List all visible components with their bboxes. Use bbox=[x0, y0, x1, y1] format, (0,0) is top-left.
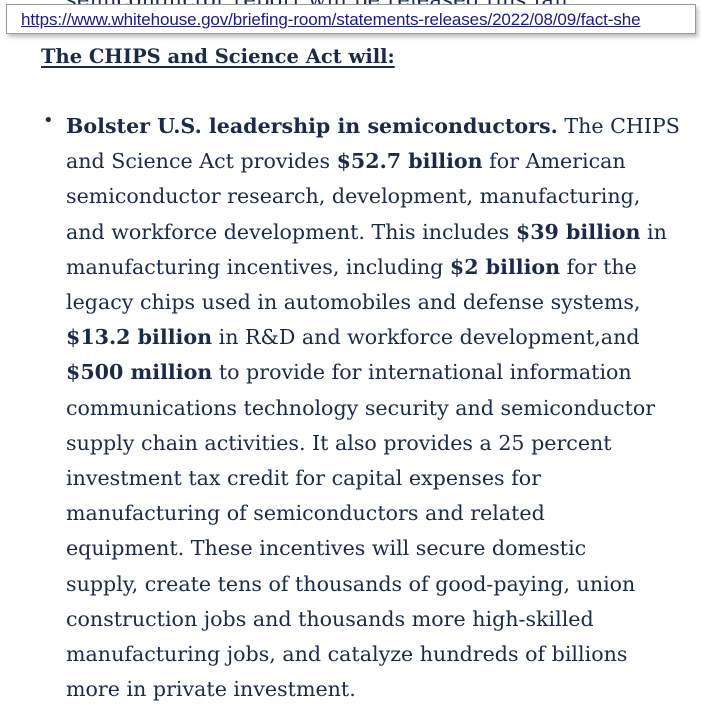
paragraph-line bbox=[66, 215, 696, 250]
url-link[interactable]: https://www.whitehouse.gov/briefing-room/statements-releases/2022/08/09/fact-she bbox=[21, 10, 641, 29]
paragraph-line bbox=[66, 531, 696, 566]
text-run: more in private investment. bbox=[66, 677, 356, 702]
bold-text: $2 billion bbox=[449, 254, 561, 279]
bold-text: $13.2 billion bbox=[66, 325, 213, 350]
text-run: semiconductor research, development, manufacturing, bbox=[66, 184, 641, 209]
text-run: for the bbox=[560, 254, 637, 279]
text-run: legacy chips used in automobiles and defense systems, bbox=[66, 290, 641, 315]
paragraph-line bbox=[66, 461, 696, 496]
text-run: in bbox=[640, 219, 667, 244]
paragraph-line bbox=[66, 285, 696, 320]
text-run: supply chain activities. It also provides a 25 percent bbox=[66, 430, 612, 455]
url-tooltip bbox=[6, 4, 696, 34]
text-run: and workforce development. This includes bbox=[66, 219, 516, 244]
paragraph-line bbox=[66, 672, 696, 707]
text-run: to provide for international information bbox=[212, 360, 632, 385]
paragraph-line bbox=[66, 426, 696, 461]
text-run: manufacturing of semiconductors and related bbox=[66, 501, 545, 526]
paragraph-line bbox=[66, 144, 696, 179]
paragraph-line bbox=[66, 355, 696, 390]
text-run: The CHIPS bbox=[557, 114, 680, 138]
text-run: manufacturing incentives, including bbox=[66, 254, 450, 279]
paragraph-line bbox=[66, 567, 696, 602]
bold-text: Bolster U.S. leadership in semiconductors. bbox=[66, 114, 558, 138]
bullet-paragraph bbox=[66, 109, 696, 707]
text-run: and Science Act provides bbox=[66, 149, 337, 174]
bold-text: $52.7 billion bbox=[336, 149, 483, 174]
bullet-marker: • bbox=[43, 110, 54, 131]
paragraph-line bbox=[66, 250, 696, 285]
paragraph-line bbox=[66, 391, 696, 426]
paragraph-line bbox=[66, 109, 696, 144]
paragraph-line bbox=[66, 320, 696, 355]
bold-text: $500 million bbox=[66, 360, 213, 385]
paragraph-line bbox=[66, 637, 696, 672]
bold-text: $39 billion bbox=[515, 219, 641, 244]
section-heading: The CHIPS and Science Act will: bbox=[41, 45, 395, 68]
text-run: manufacturing jobs, and catalyze hundreds of billions bbox=[66, 642, 628, 667]
text-run: supply, create tens of thousands of good-paying, union bbox=[66, 571, 636, 596]
text-run: communications technology security and semiconductor bbox=[66, 395, 656, 420]
paragraph-line bbox=[66, 496, 696, 531]
text-run: construction jobs and thousands more high-skilled bbox=[66, 606, 594, 631]
text-run: investment tax credit for capital expenses for bbox=[66, 466, 542, 491]
text-run: for American bbox=[482, 149, 626, 174]
text-run: equipment. These incentives will secure domestic bbox=[66, 536, 587, 561]
paragraph-line bbox=[66, 179, 696, 214]
text-run: in R&D and workforce development,and bbox=[212, 325, 640, 350]
paragraph-line bbox=[66, 602, 696, 637]
